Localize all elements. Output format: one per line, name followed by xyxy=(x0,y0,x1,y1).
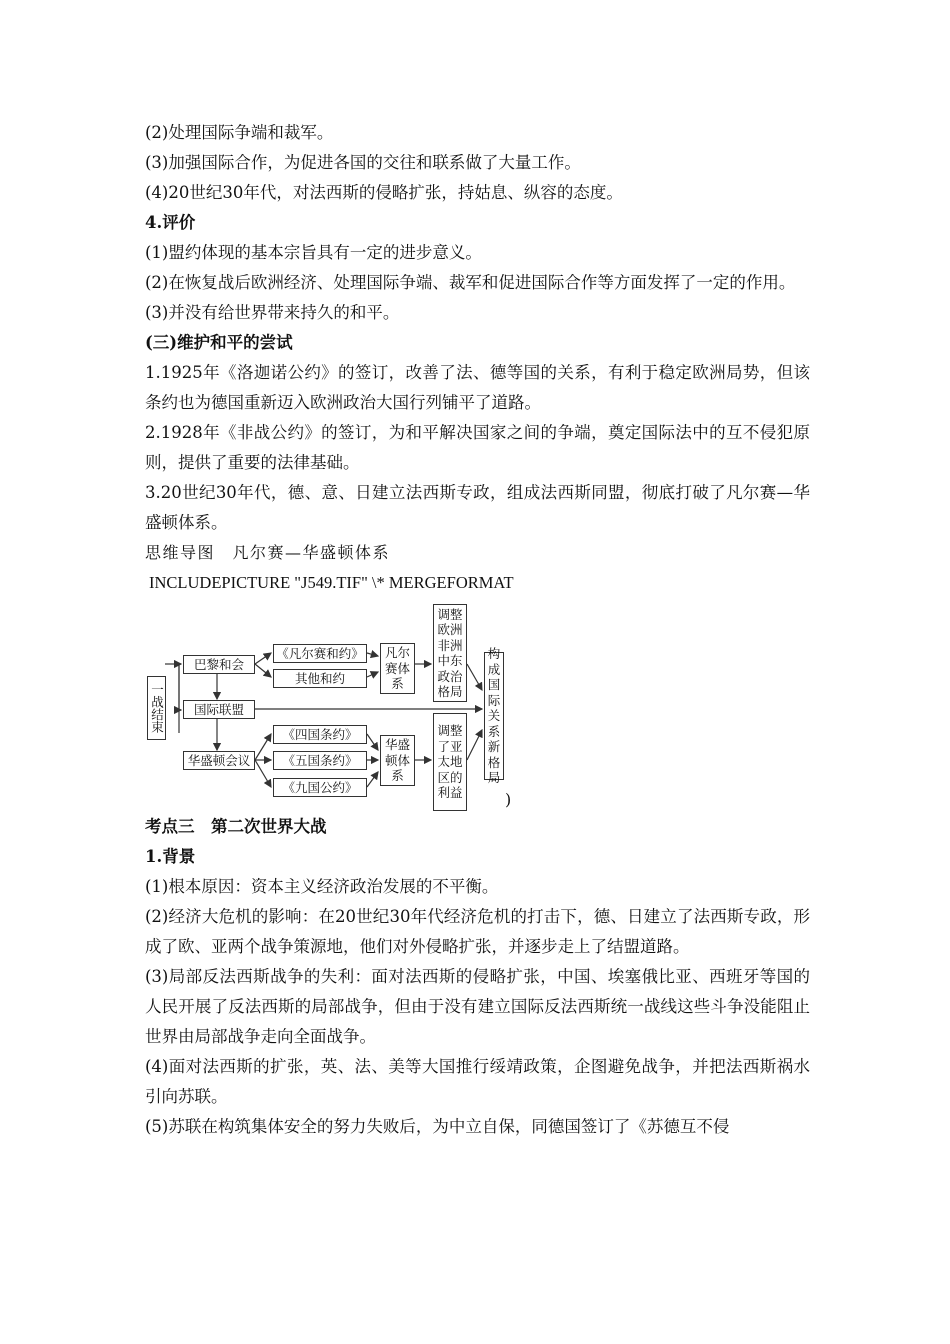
node-washington-conference: 华盛顿会议 xyxy=(183,751,255,770)
connector xyxy=(467,730,482,760)
node-five-power-treaty: 《五国条约》 xyxy=(273,751,367,770)
mindmap-caption: 思维导图 凡尔赛—华盛顿体系 xyxy=(145,543,391,562)
node-nine-power-treaty: 《九国公约》 xyxy=(273,778,367,797)
connector xyxy=(255,760,271,787)
paragraph: 1.1925年《洛迦诺公约》的签订，改善了法、德等国的关系，有利于稳定欧洲局势，但该条约也为德国重新迈入欧洲政治大国行列铺平了道路。 xyxy=(145,363,810,412)
node-new-international-order: 构成国际关系新格局 xyxy=(484,652,504,780)
paragraph: (4)20世纪30年代，对法西斯的侵略扩张，持姑息、纵容的态度。 xyxy=(145,183,623,202)
node-washington-system: 华盛顿体系 xyxy=(380,735,415,786)
mindmap-diagram xyxy=(145,600,810,812)
connector xyxy=(255,664,271,677)
connector xyxy=(367,672,378,677)
paragraph: 2.1928年《非战公约》的签订，为和平解决国家之间的争端，奠定国际法中的互不侵犯原则，提供了重要的法律基础。 xyxy=(145,423,810,472)
document-page xyxy=(145,118,810,1142)
paragraph: (2)在恢复战后欧洲经济、处理国际争端、裁军和促进国际合作等方面发挥了一定的作用。 xyxy=(145,273,796,292)
closing-paren: ) xyxy=(505,790,512,809)
paragraph: (2)经济大危机的影响：在20世纪30年代经济危机的打击下，德、日建立了法西斯专政，形成了欧、亚两个战争策源地，他们对外侵略扩张，并逐步走上了结盟道路。 xyxy=(145,907,810,956)
paragraph: (1)盟约体现的基本宗旨具有一定的进步意义。 xyxy=(145,243,482,262)
node-other-treaties: 其他和约 xyxy=(273,669,367,688)
node-adjust-europe: 调整欧洲非洲中东政治格局 xyxy=(433,604,467,702)
paragraph: (4)面对法西斯的扩张，英、法、美等大国推行绥靖政策，企图避免战争，并把法西斯祸水引向苏联。 xyxy=(145,1057,810,1106)
connector xyxy=(255,653,271,664)
section-heading: 4.评价 xyxy=(145,213,196,232)
paragraph: (3)加强国际合作，为促进各国的交往和联系做了大量工作。 xyxy=(145,153,581,172)
connector xyxy=(255,734,271,760)
paragraph: (3)局部反法西斯战争的失利：面对法西斯的侵略扩张，中国、埃塞俄比亚、西班牙等国的人民开展了反法西斯的局部战争，但由于没有建立国际反法西斯统一战线这些斗争没能阻止世界由局部战争走向全面战争。 xyxy=(145,967,810,1046)
connector xyxy=(367,734,378,750)
paragraph: (1)根本原因：资本主义经济政治发展的不平衡。 xyxy=(145,877,499,896)
connector xyxy=(367,653,378,656)
connector xyxy=(467,664,482,690)
section-heading: 考点三 第二次世界大战 xyxy=(145,817,327,836)
section-heading: (三)维护和平的尝试 xyxy=(145,333,293,352)
paragraph: (5)苏联在构筑集体安全的努力失败后，为中立自保，同德国签订了《苏德互不侵 xyxy=(145,1117,730,1136)
paragraph: 3.20世纪30年代，德、意、日建立法西斯专政，组成法西斯同盟，彻底打破了凡尔赛—华盛顿体系。 xyxy=(145,483,810,532)
paragraph: (2)处理国际争端和裁军。 xyxy=(145,123,334,142)
node-paris-conference: 巴黎和会 xyxy=(183,655,255,674)
node-four-power-treaty: 《四国条约》 xyxy=(273,725,367,744)
field-code: INCLUDEPICTURE "J549.TIF" \* MERGEFORMAT xyxy=(149,573,514,592)
node-versailles-treaty: 《凡尔赛和约》 xyxy=(273,644,367,663)
section-heading: 1.背景 xyxy=(145,847,196,866)
connector xyxy=(367,772,378,787)
node-league-of-nations: 国际联盟 xyxy=(183,700,255,719)
node-adjust-asia-pacific: 调整了亚太地区的利益 xyxy=(433,713,467,811)
paragraph: (3)并没有给世界带来持久的和平。 xyxy=(145,303,400,322)
node-versailles-system: 凡尔赛体系 xyxy=(380,643,415,694)
node-war-end: 一战结束 xyxy=(147,676,166,740)
